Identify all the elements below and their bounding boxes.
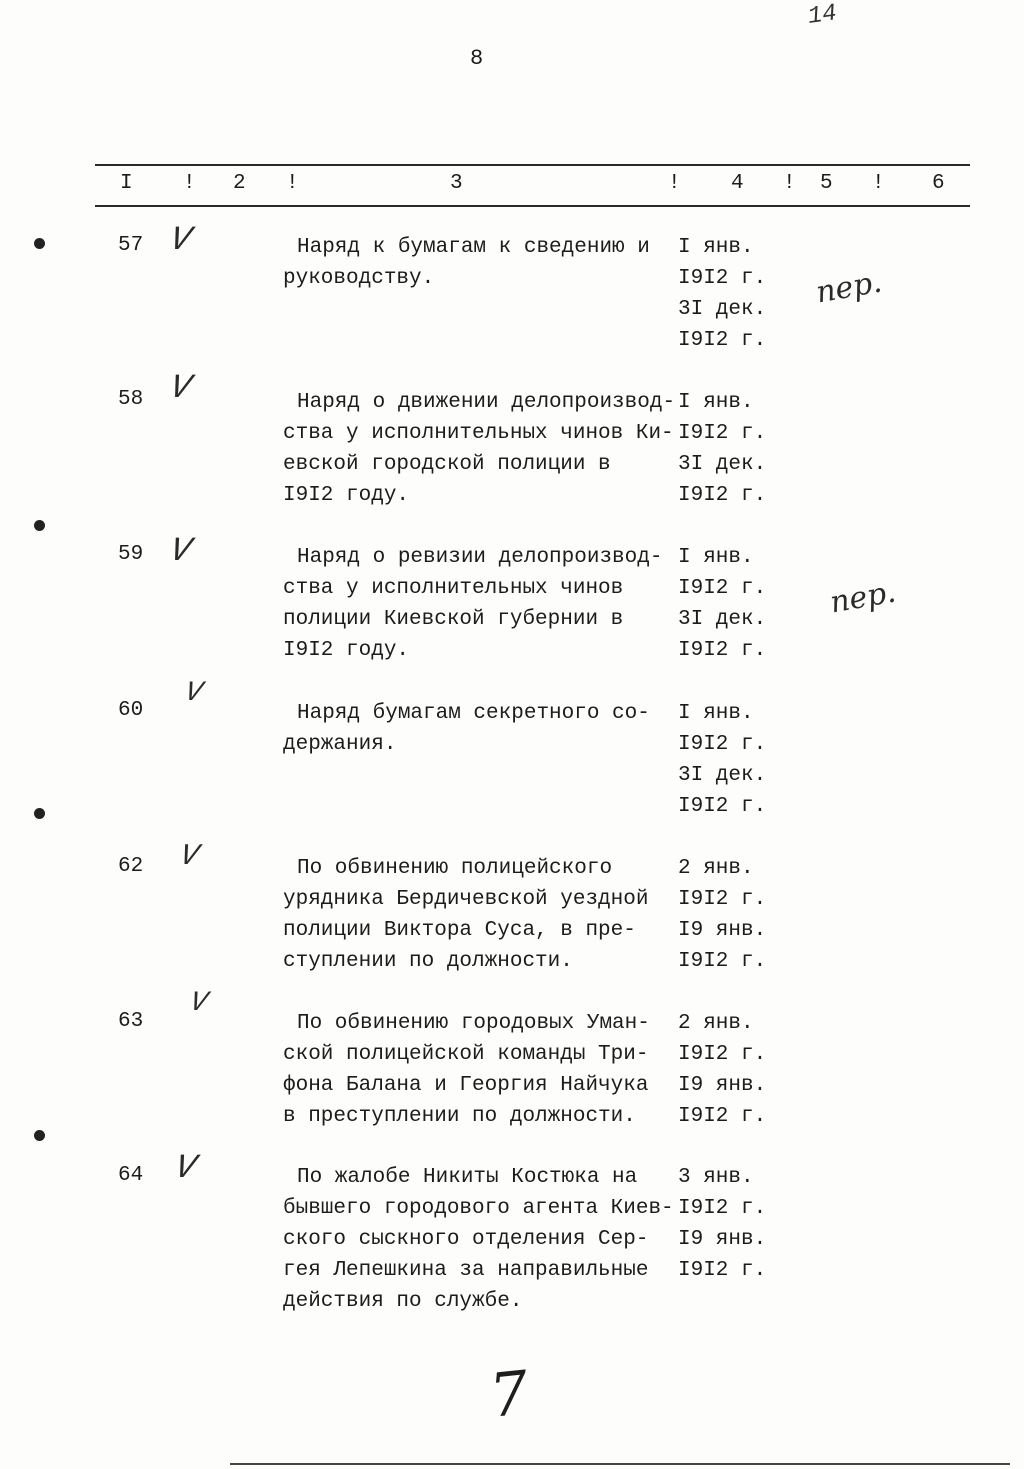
title-line: ства у исполнительных чинов xyxy=(283,577,624,600)
handwritten-check-mark: V xyxy=(181,678,206,709)
date-line: 3I дек. xyxy=(678,453,767,476)
date-line: I9 янв. xyxy=(678,919,767,942)
column-separator: ! xyxy=(668,172,681,195)
date-line: I9I2 г. xyxy=(678,888,767,911)
title-line: По обвинению полицейского xyxy=(297,857,613,880)
row-title xyxy=(283,853,683,977)
row-dates xyxy=(678,853,788,977)
date-line: I янв. xyxy=(678,546,754,569)
row-title xyxy=(283,1162,683,1317)
column-separator: ! xyxy=(783,172,796,195)
column-separator: ! xyxy=(872,172,885,195)
column-separator: ! xyxy=(183,172,196,195)
date-line: I9I2 г. xyxy=(678,267,767,290)
handwritten-figure: 7 xyxy=(486,1358,532,1432)
title-line: По обвинению городовых Уман- xyxy=(297,1012,650,1035)
handwritten-note: пер. xyxy=(813,264,885,311)
title-line: полиции Виктора Суса, в пре- xyxy=(283,919,636,942)
row-dates xyxy=(678,232,788,356)
handwritten-check-mark: V xyxy=(186,988,211,1019)
title-line: гея Лепешкина за направильные xyxy=(283,1259,649,1282)
corner-archive-mark: 14 xyxy=(806,0,839,31)
handwritten-check-mark: V xyxy=(165,222,195,260)
bottom-edge-rule xyxy=(230,1463,1010,1465)
handwritten-check-mark: V xyxy=(165,370,195,408)
date-line: I9I2 г. xyxy=(678,422,767,445)
title-line: Наряд о движении делопроизвод- xyxy=(297,391,676,414)
binder-hole-icon xyxy=(34,808,45,819)
column-header-2: 2 xyxy=(233,172,246,195)
date-line: I9I2 г. xyxy=(678,733,767,756)
date-line: I9I2 г. xyxy=(678,577,767,600)
date-line: 2 янв. xyxy=(678,1012,754,1035)
title-line: бывшего городового агента Киев- xyxy=(283,1197,674,1220)
row-number: 60 xyxy=(118,699,144,722)
title-line: в преступлении по должности. xyxy=(283,1105,636,1128)
column-header-1: I xyxy=(120,172,133,195)
title-line: Наряд к бумагам к сведению и xyxy=(297,236,650,259)
date-line: I9I2 г. xyxy=(678,639,767,662)
handwritten-check-mark: V xyxy=(176,840,202,874)
handwritten-check-mark: V xyxy=(170,1150,200,1188)
date-line: I9 янв. xyxy=(678,1074,767,1097)
column-header-5: 5 xyxy=(820,172,833,195)
title-line: I9I2 году. xyxy=(283,639,410,662)
column-header-4: 4 xyxy=(731,172,744,195)
date-line: 2 янв. xyxy=(678,857,754,880)
row-dates xyxy=(678,387,788,511)
title-line: Наряд бумагам секретного со- xyxy=(297,702,650,725)
date-line: I янв. xyxy=(678,236,754,259)
title-line: Наряд о ревизии делопроизвод- xyxy=(297,546,663,569)
title-line: евской городской полиции в xyxy=(283,453,611,476)
column-header-6: 6 xyxy=(932,172,945,195)
title-line: держания. xyxy=(283,733,397,756)
page-number: 8 xyxy=(470,46,484,71)
row-title xyxy=(283,542,683,666)
date-line: I9I2 г. xyxy=(678,1259,767,1282)
row-number: 57 xyxy=(118,234,144,257)
row-dates xyxy=(678,1008,788,1132)
title-line: ства у исполнительных чинов Ки- xyxy=(283,422,674,445)
title-line: ступлении по должности. xyxy=(283,950,573,973)
binder-hole-icon xyxy=(34,238,45,249)
title-line: I9I2 году. xyxy=(283,484,410,507)
row-number: 64 xyxy=(118,1164,144,1187)
title-line: ского сыскного отделения Сер- xyxy=(283,1228,649,1251)
row-number: 62 xyxy=(118,855,144,878)
date-line: 3 янв. xyxy=(678,1166,754,1189)
row-number: 63 xyxy=(118,1010,144,1033)
row-title xyxy=(283,698,683,760)
date-line: I9I2 г. xyxy=(678,1105,767,1128)
binder-hole-icon xyxy=(34,520,45,531)
date-line: I янв. xyxy=(678,391,754,414)
date-line: I9I2 г. xyxy=(678,950,767,973)
binder-hole-icon xyxy=(34,1130,45,1141)
date-line: 3I дек. xyxy=(678,764,767,787)
title-line: руководству. xyxy=(283,267,435,290)
date-line: 3I дек. xyxy=(678,608,767,631)
title-line: ской полицейской команды Три- xyxy=(283,1043,649,1066)
column-header-3: 3 xyxy=(450,172,463,195)
date-line: I янв. xyxy=(678,702,754,725)
row-title xyxy=(283,387,683,511)
title-line: фона Балана и Георгия Найчука xyxy=(283,1074,649,1097)
title-line: урядника Бердичевской уездной xyxy=(283,888,649,911)
header-rule-top xyxy=(95,164,970,166)
date-line: I9I2 г. xyxy=(678,484,767,507)
date-line: I9I2 г. xyxy=(678,1197,767,1220)
header-rule-bottom xyxy=(95,205,970,207)
row-number: 58 xyxy=(118,388,144,411)
column-separator: ! xyxy=(286,172,299,195)
handwritten-check-mark: V xyxy=(165,533,195,571)
row-dates xyxy=(678,1162,788,1286)
row-title xyxy=(283,1008,683,1132)
row-dates xyxy=(678,698,788,822)
title-line: По жалобе Никиты Костюка на xyxy=(297,1166,638,1189)
date-line: 3I дек. xyxy=(678,298,767,321)
row-dates xyxy=(678,542,788,666)
date-line: I9I2 г. xyxy=(678,329,767,352)
date-line: I9I2 г. xyxy=(678,795,767,818)
date-line: I9 янв. xyxy=(678,1228,767,1251)
title-line: полиции Киевской губернии в xyxy=(283,608,624,631)
date-line: I9I2 г. xyxy=(678,1043,767,1066)
title-line: действия по службе. xyxy=(283,1290,523,1313)
row-number: 59 xyxy=(118,543,144,566)
row-title xyxy=(283,232,683,294)
handwritten-note: пер. xyxy=(827,574,899,621)
